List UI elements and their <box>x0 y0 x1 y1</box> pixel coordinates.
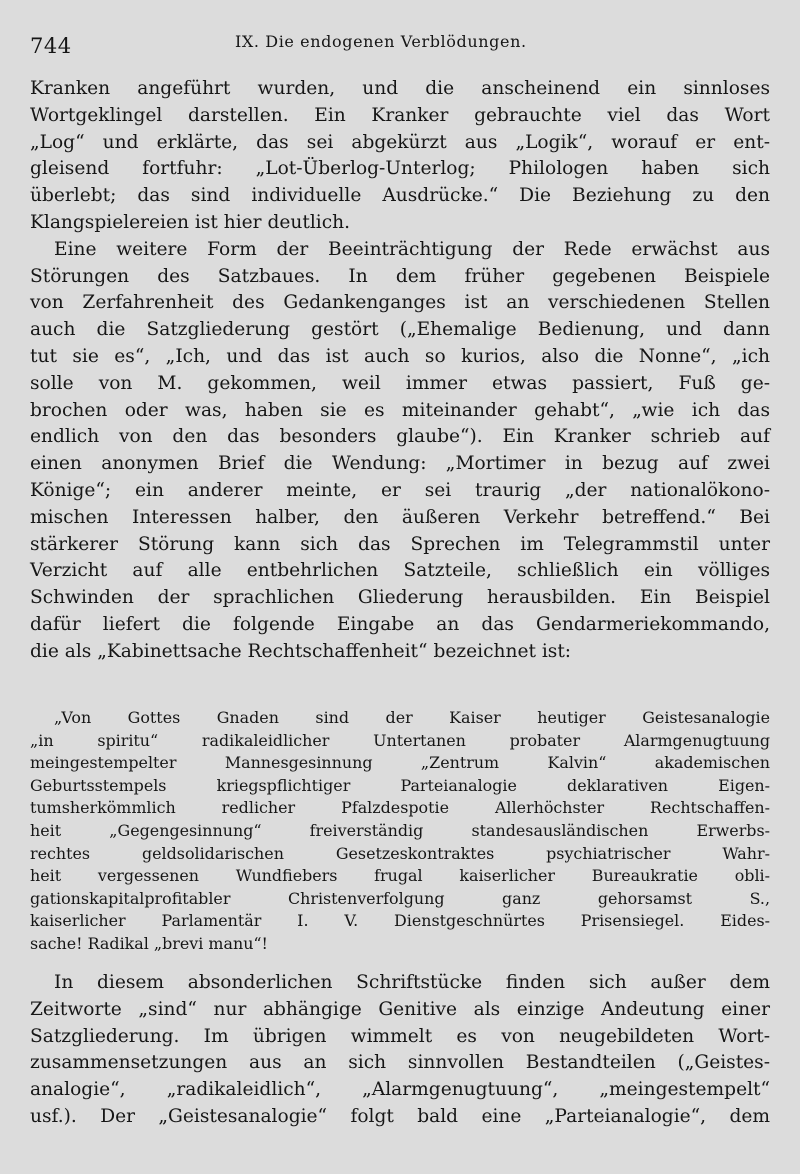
text-line: solle von M. gekommen, weil immer etwas passiert, Fuß ge- <box>30 372 770 394</box>
text-line: die als „Kabinettsache Rechtschaffenheit“ bezeichnet ist: <box>30 640 572 662</box>
text-line: Wortgeklingel darstellen. Ein Kranker gebrauchte viel das Wort <box>30 104 770 126</box>
block-quote <box>30 707 770 956</box>
text-line: Zeitworte „sind“ nur abhängige Genitive als einzige Andeutung einer <box>30 998 770 1020</box>
quote-line: rechtes geldsolidarischen Gesetzeskontraktes psychiatrischer Wahr- <box>30 843 770 863</box>
text-line: stärkerer Störung kann sich das Sprechen im Telegrammstil unter <box>30 533 770 555</box>
text-line: tut sie es“, „Ich, und das ist auch so kurios, also die Nonne“, „ich <box>30 345 770 367</box>
text-line: brochen oder was, haben sie es miteinander gehabt“, „wie ich das <box>30 399 770 421</box>
quote-line: heit „Gegengesinnung“ freiverständig standesausländischen Erwerbs- <box>30 820 770 840</box>
text-line: „Log“ und erklärte, das sei abgekürzt aus „Logik“, worauf er ent- <box>30 131 770 153</box>
quote-line: sache! Radikal „brevi manu“! <box>30 933 268 953</box>
quote-line: heit vergessenen Wundfiebers frugal kaiserlicher Bureaukratie obli- <box>30 866 770 886</box>
main-text-lower <box>30 970 770 1131</box>
text-line: dafür liefert die folgende Eingabe an das Gendarmeriekommando, <box>30 613 770 635</box>
text-line: Satzgliederung. Im übrigen wimmelt es von neugebildeten Wort- <box>30 1025 770 1047</box>
text-line: gleisend fortfuhr: „Lot-Überlog-Unterlog; Philologen haben sich <box>30 158 770 180</box>
quote-line: meingestempelter Mannesgesinnung „Zentrum Kalvin“ akademischen <box>30 753 770 773</box>
text-line: zusammensetzungen aus an sich sinnvollen Bestandteilen („Geistes- <box>30 1052 770 1074</box>
page-number: 744 <box>30 34 72 58</box>
text-line: von Zerfahrenheit des Gedankenganges ist an verschiedenen Stellen <box>30 292 770 314</box>
text-line: Eine weitere Form der Beeinträchtigung der Rede erwächst aus <box>54 238 770 260</box>
quote-line: Geburtsstempels kriegspflichtiger Parteianalogie deklarativen Eigen- <box>30 775 770 795</box>
quote-line: tumsherkömmlich redlicher Pfalzdespotie Allerhöchster Rechtschaffen- <box>30 798 770 818</box>
quote-line: gationskapitalprofitabler Christenverfolgung ganz gehorsamst S., <box>30 888 770 908</box>
text-line: usf.). Der „Geistesanalogie“ folgt bald eine „Parteianalogie“, dem <box>30 1105 770 1127</box>
text-line: Könige“; ein anderer meinte, er sei traurig „der nationalökono- <box>30 479 770 501</box>
text-line: Klangspielereien ist hier deutlich. <box>30 211 351 233</box>
text-line: auch die Satzgliederung gestört („Ehemalige Bedienung, und dann <box>30 319 770 341</box>
text-line: mischen Interessen halber, den äußeren Verkehr betreffend.“ Bei <box>30 506 770 528</box>
text-line: Kranken angeführt wurden, und die anscheinend ein sinnloses <box>30 78 770 99</box>
text-line: Störungen des Satzbaues. In dem früher gegebenen Beispiele <box>30 265 770 287</box>
running-head: IX. Die endogenen Verblödungen. <box>235 32 527 51</box>
text-line: Schwinden der sprachlichen Gliederung herausbilden. Ein Beispiel <box>30 587 770 609</box>
text-line: analogie“, „radikaleidlich“, „Alarmgenugtuung“, „meingestempelt“ <box>30 1079 770 1101</box>
quote-line: „Von Gottes Gnaden sind der Kaiser heutiger Geistesanalogie <box>54 708 770 727</box>
page-header <box>30 32 770 62</box>
text-line: überlebt; das sind individuelle Ausdrücke.“ Die Beziehung zu den <box>30 185 770 207</box>
text-line: Verzicht auf alle entbehrlichen Satzteile, schließlich ein völliges <box>30 560 770 582</box>
quote-line: „in spiritu“ radikaleidlicher Untertanen probater Alarmgenugtuung <box>30 730 770 750</box>
text-line: endlich von den das besonders glaube“). Ein Kranker schrieb auf <box>30 426 770 448</box>
text-line: einen anonymen Brief die Wendung: „Mortimer in bezug auf zwei <box>30 453 770 475</box>
text-line: In diesem absonderlichen Schriftstücke finden sich außer dem <box>54 972 770 993</box>
quote-line: kaiserlicher Parlamentär I. V. Dienstgeschnürtes Prisensiegel. Eides- <box>30 911 770 931</box>
main-text-upper <box>30 76 770 666</box>
